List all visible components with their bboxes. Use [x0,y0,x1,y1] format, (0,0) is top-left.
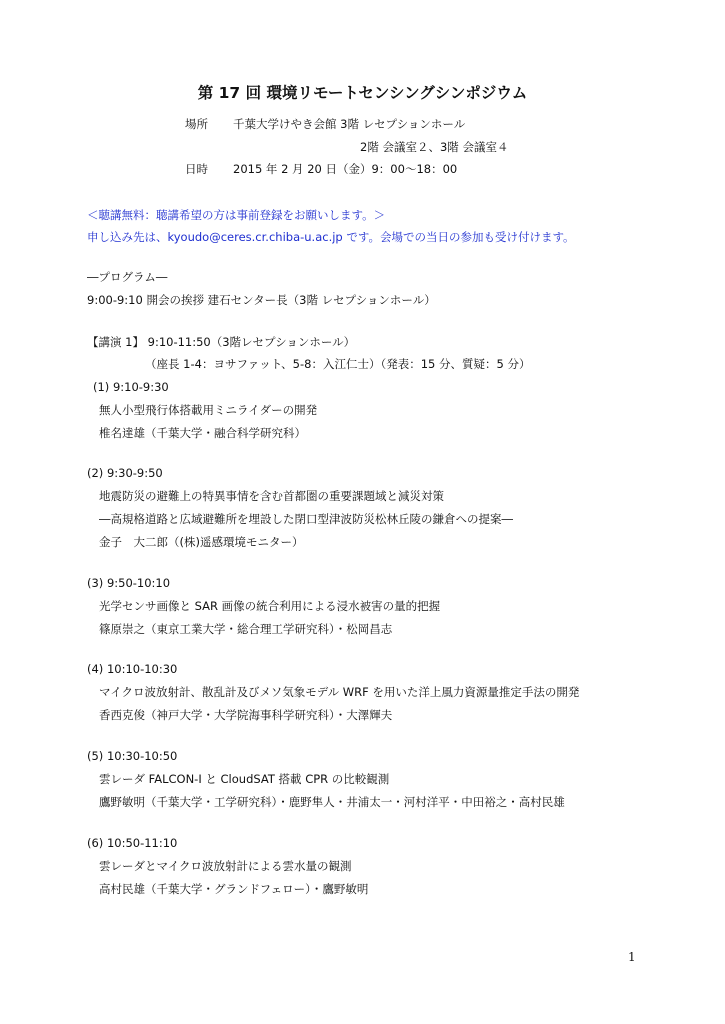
venue-line-1: 千葉大学けやき会館 3階 レセプションホール [233,117,466,131]
notice-free: ＜聴講無料：聴講希望の方は事前登録をお願いします。＞ [87,208,386,222]
talk-2-time: (2) 9:30-9:50 [87,466,163,480]
talk-4-time: (4) 10:10-10:30 [87,662,178,676]
venue-line-2: 2階 会議室２、3階 会議室４ [360,140,509,154]
program-heading: ―プログラム― [87,270,168,284]
opening-line: 9:00-9:10 開会の挨拶 建石センター長（3階 レセプションホール） [87,293,436,307]
talk-4-title: マイクロ波放射計、散乱計及びメソ気象モデル WRF を用いた洋上風力資源量推定手法の開発 [99,685,580,699]
session-1-chair: （座長 1-4：ヨサファット、5-8：入江仁士）（発表：15 分、質疑：5 分） [145,357,531,371]
talk-3-authors: 篠原崇之（東京工業大学・総合理工学研究科）・松岡昌志 [99,622,393,636]
talk-2-subtitle: ―高規格道路と広域避難所を埋設した閉口型津波防災松林丘陵の鎌倉への提案― [99,512,513,526]
venue-label: 場所 [185,117,208,131]
talk-1-time: (1) 9:10-9:30 [93,380,169,394]
date-value: 2015 年 2 月 20 日（金）9：00～18：00 [233,162,458,176]
talk-3-time: (3) 9:50-10:10 [87,576,171,590]
talk-5-authors: 鷹野敏明（千葉大学・工学研究科）・鹿野隼人・井浦太一・河村洋平・中田裕之・高村民雄 [99,795,565,809]
page-title: 第 17 回 環境リモートセンシングシンポジウム [197,84,528,102]
talk-2-title: 地震防災の避難上の特異事情を含む首都圏の重要課題域と減災対策 [99,489,444,503]
talk-2-authors: 金子 大二郎（(株)遥感環境モニター） [99,535,304,549]
talk-1-authors: 椎名達雄（千葉大学・融合科学研究科） [99,426,306,440]
talk-6-time: (6) 10:50-11:10 [87,836,178,850]
page-number: 1 [628,950,636,964]
talk-6-title: 雲レーダとマイクロ波放射計による雲水量の観測 [99,859,352,873]
notice-contact: 申し込み先は、kyoudo@ceres.cr.chiba-u.ac.jp です。会場での当日の参加も受け付けます。 [87,230,575,244]
talk-3-title: 光学センサ画像と SAR 画像の統合利用による浸水被害の量的把握 [99,599,441,613]
talk-5-time: (5) 10:30-10:50 [87,749,178,763]
talk-1-title: 無人小型飛行体搭載用ミニライダーの開発 [99,403,318,417]
talk-4-authors: 香西克俊（神戸大学・大学院海事科学研究科）・大澤輝夫 [99,708,393,722]
talk-5-title: 雲レーダ FALCON-I と CloudSAT 搭載 CPR の比較観測 [99,772,390,786]
talk-6-authors: 高村民雄（千葉大学・グランドフェロー）・鷹野敏明 [99,882,369,896]
date-label: 日時 [185,162,208,176]
session-1-header: 【講演 1】 9:10-11:50（3階レセプションホール） [87,335,356,349]
